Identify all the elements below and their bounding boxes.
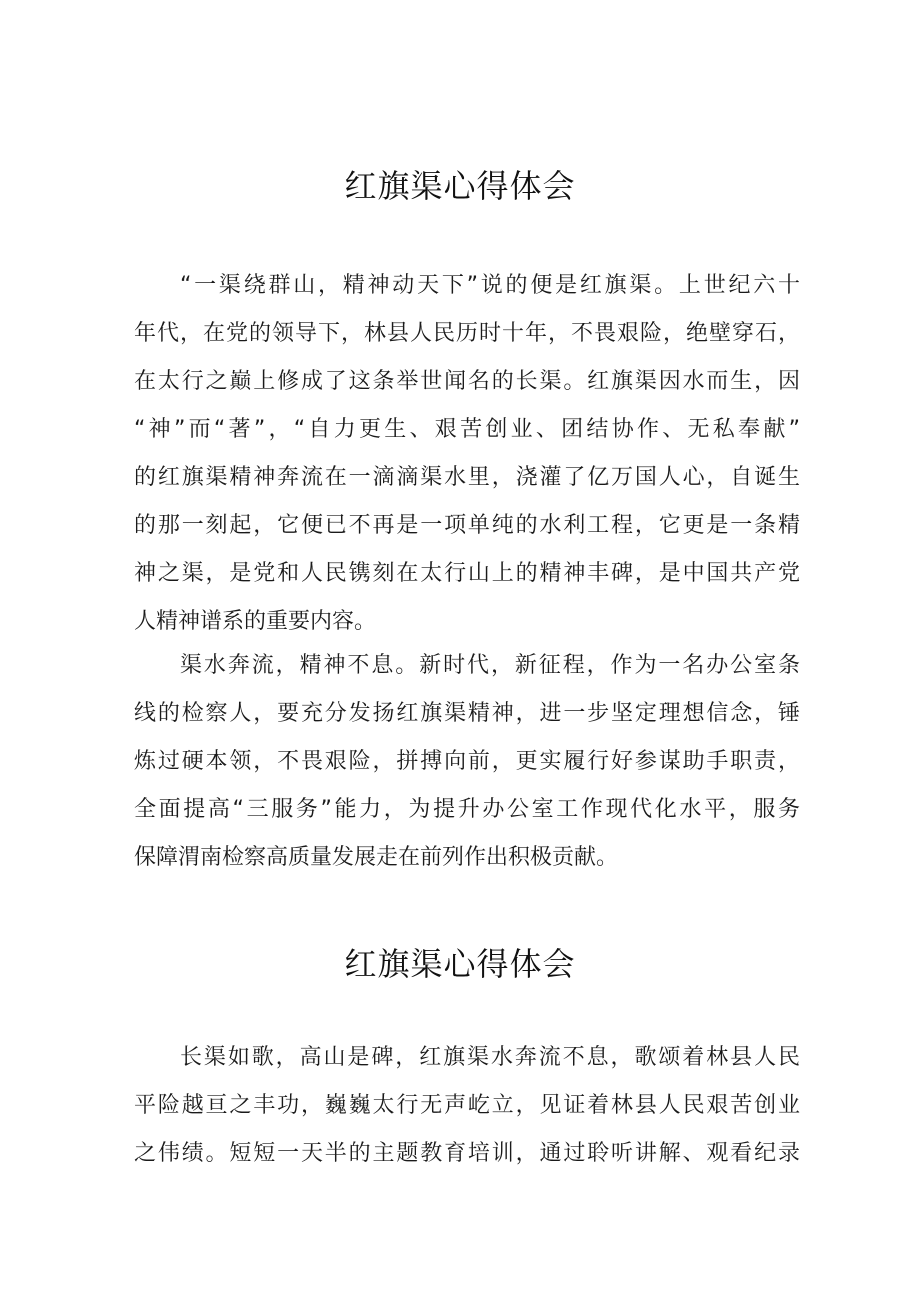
text-line: 神之渠，是党和人民镌刻在太行山上的精神丰碑，是中国共产党 xyxy=(134,561,800,586)
text-line: 之伟绩。短短一天半的主题教育培训，通过聆听讲解、观看纪录 xyxy=(134,1141,800,1166)
text-line: 线的检察人，要充分发扬红旗渠精神，进一步坚定理想信念，锤 xyxy=(134,701,800,726)
paragraph xyxy=(134,262,800,646)
text-line: “一渠绕群山，精神动天下”说的便是红旗渠。上世纪六十 xyxy=(180,273,800,298)
text-line: 全面提高“三服务”能力，为提升办公室工作现代化水平，服务 xyxy=(134,797,800,822)
text-line: 炼过硬本领，不畏艰险，拼搏向前，更实履行好参谋助手职责， xyxy=(134,749,800,774)
paragraph xyxy=(134,642,800,882)
text-line: 的红旗渠精神奔流在一滴滴渠水里，浇灌了亿万国人心，自诞生 xyxy=(134,465,800,490)
article-title: 红旗渠心得体会 xyxy=(344,945,576,983)
text-line: 在太行之巅上修成了这条举世闻名的长渠。红旗渠因水而生，因 xyxy=(134,369,800,394)
text-line: “神”而“著”，“自力更生、艰苦创业、团结协作、无私奉献” xyxy=(134,417,800,442)
text-line: 平险越亘之丰功，巍巍太行无声屹立，见证着林县人民艰苦创业 xyxy=(134,1093,800,1118)
article-title: 红旗渠心得体会 xyxy=(344,167,576,205)
text-line: 人精神谱系的重要内容。 xyxy=(134,609,377,634)
text-line: 的那一刻起，它便已不再是一项单纯的水利工程，它更是一条精 xyxy=(134,513,800,538)
text-line: 渠水奔流，精神不息。新时代，新征程，作为一名办公室条 xyxy=(180,653,800,678)
text-line: 长渠如歌，高山是碑，红旗渠水奔流不息，歌颂着林县人民 xyxy=(180,1045,800,1070)
text-line: 年代，在党的领导下，林县人民历时十年，不畏艰险，绝壁穿石， xyxy=(134,321,800,346)
text-line: 保障渭南检察高质量发展走在前列作出积极贡献。 xyxy=(134,845,619,870)
paragraph xyxy=(134,1034,800,1178)
